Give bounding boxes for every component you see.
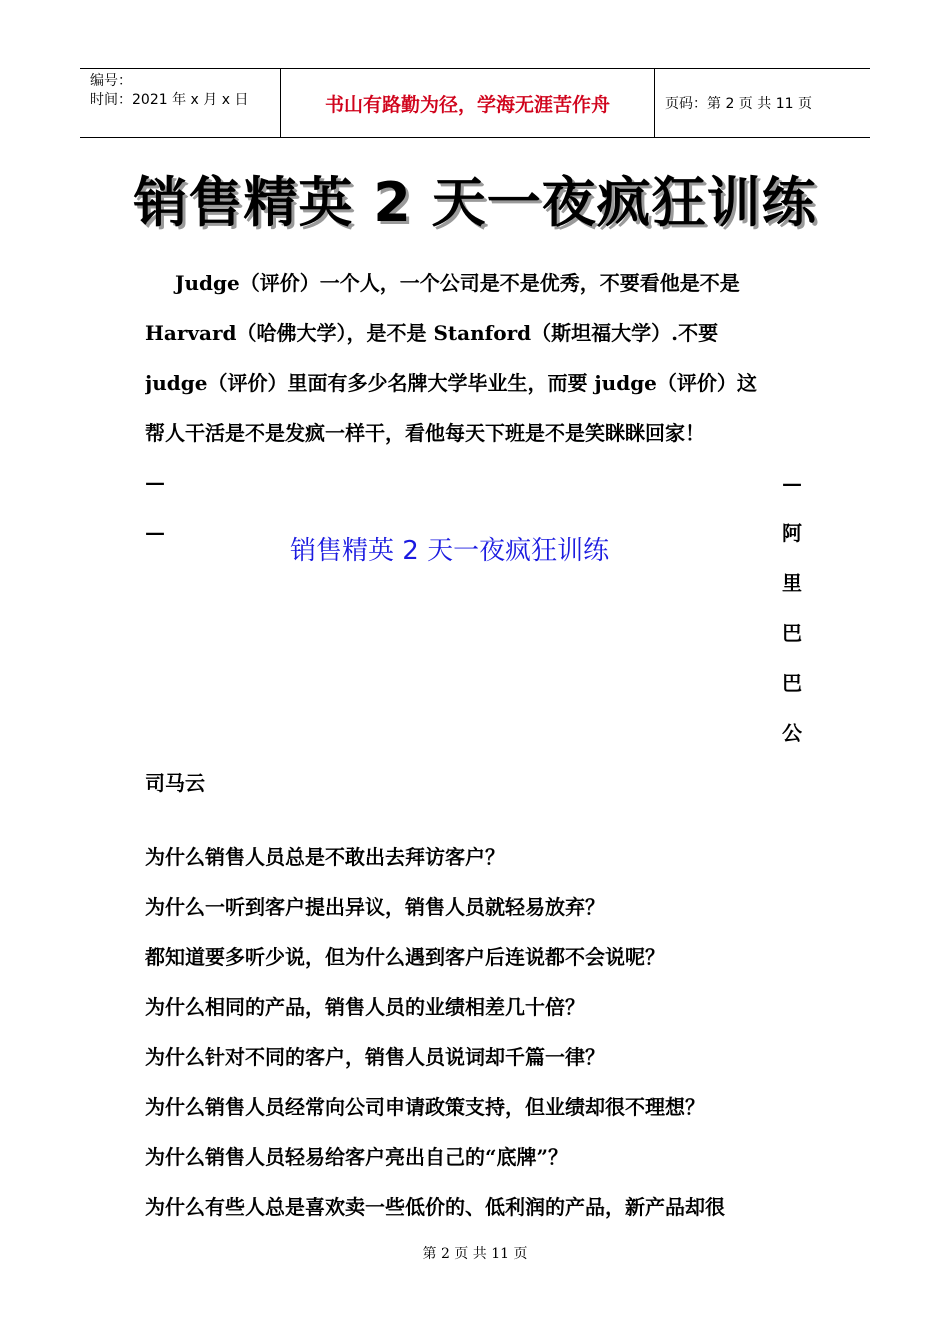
- question-item: 为什么一听到客户提出异议，销售人员就轻易放弃？: [145, 895, 605, 919]
- question-item: 为什么销售人员轻易给客户亮出自己的“底牌”？: [145, 1145, 569, 1169]
- attribution-char: 公: [782, 721, 802, 745]
- question-item: 为什么有些人总是喜欢卖一些低价的、低利润的产品，新产品却很: [145, 1195, 725, 1219]
- page-header: [80, 68, 870, 138]
- question-item: 为什么针对不同的客户，销售人员说词却千篇一律？: [145, 1045, 605, 1069]
- intro-line: Harvard（哈佛大学），是不是 Stanford（斯坦福大学）.不要: [145, 321, 719, 345]
- question-list: [145, 832, 810, 1232]
- quote-dash: —: [145, 470, 165, 494]
- attribution-char: 巴: [782, 671, 802, 695]
- attribution-char: 阿: [782, 521, 802, 545]
- intro-line: judge（评价）里面有多少名牌大学毕业生，而要 judge（评价）这: [145, 371, 757, 395]
- document-title: 销售精英 2 天一夜疯狂训练: [133, 171, 817, 234]
- question-item: 为什么销售人员总是不敢出去拜访客户？: [145, 845, 505, 869]
- attribution-char: 里: [782, 571, 802, 595]
- intro-paragraph: [145, 258, 807, 458]
- header-page-info: 页码：第 2 页 共 11 页: [665, 96, 812, 112]
- header-meta: [80, 69, 281, 137]
- image-caption: 销售精英 2 天一夜疯狂训练: [290, 536, 610, 566]
- attribution-char: —: [782, 471, 802, 495]
- time-label: 时间：2021 年 x 月 x 日: [90, 92, 249, 108]
- question-item: 为什么相同的产品，销售人员的业绩相差几十倍？: [145, 995, 585, 1019]
- question-item: 都知道要多听少说，但为什么遇到客户后连说都不会说呢？: [145, 945, 665, 969]
- intro-line: 帮人干活是不是发疯一样干，看他每天下班是不是笑眯眯回家！: [145, 421, 705, 445]
- attribution-char: 巴: [782, 621, 802, 645]
- intro-line: Judge（评价）一个人，一个公司是不是优秀，不要看他是不是: [175, 271, 740, 295]
- quote-dash: —: [145, 520, 165, 544]
- number-label: 编号：: [90, 73, 132, 89]
- quote-attribution-vertical: [780, 458, 804, 758]
- page-footer: 第 2 页 共 11 页: [422, 1246, 528, 1262]
- quote-signature: 司马云: [145, 771, 205, 795]
- header-motto: 书山有路勤为径，学海无涯苦作舟: [281, 69, 655, 137]
- question-item: 为什么销售人员经常向公司申请政策支持，但业绩却很不理想？: [145, 1095, 705, 1119]
